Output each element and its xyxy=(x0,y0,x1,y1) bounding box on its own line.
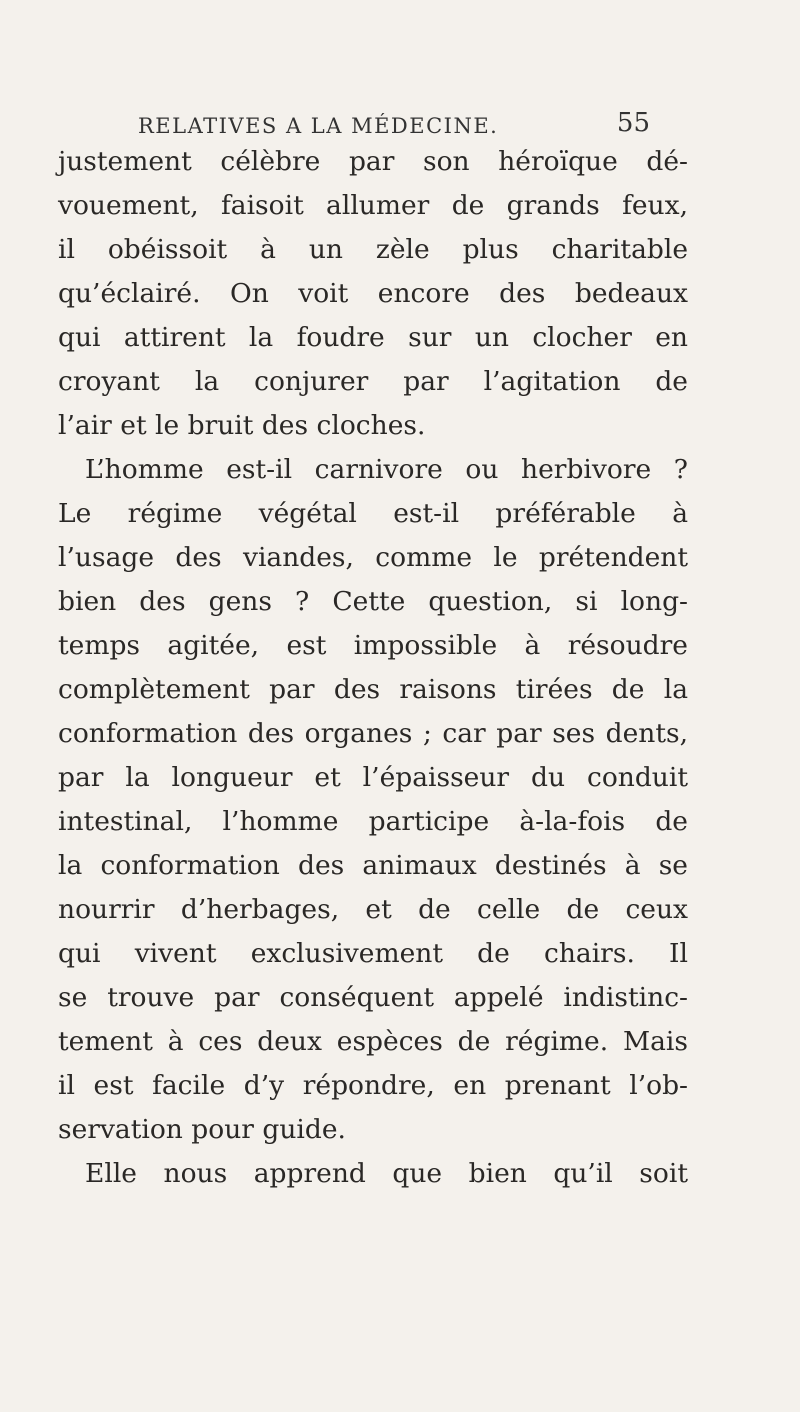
text-line: Le régime végétal est-il préférable à xyxy=(58,498,688,529)
running-head: RELATIVES A LA MÉDECINE. xyxy=(138,114,499,138)
text-line: vouement, faisoit allumer de grands feux, xyxy=(58,190,688,221)
text-line: il obéissoit à un zèle plus charitable xyxy=(58,234,688,265)
text-line: temps agitée, est impossible à résoudre xyxy=(58,630,688,661)
text-line: la conformation des animaux destinés à se xyxy=(58,850,688,881)
text-line: l’usage des viandes, comme le prétendent xyxy=(58,542,688,573)
text-line: qui attirent la foudre sur un clocher en xyxy=(58,322,688,353)
text-line: il est facile d’y répondre, en prenant l’ob- xyxy=(58,1070,688,1101)
text-line: bien des gens ? Cette question, si long- xyxy=(58,586,688,617)
text-line: se trouve par conséquent appelé indistinc- xyxy=(58,982,688,1013)
text-line: Elle nous apprend que bien qu’il soit xyxy=(85,1158,688,1189)
text-line: qu’éclairé. On voit encore des bedeaux xyxy=(58,278,688,309)
text-line: par la longueur et l’épaisseur du conduit xyxy=(58,762,688,793)
text-line: justement célèbre par son héroïque dé- xyxy=(58,146,688,177)
text-line: nourrir d’herbages, et de celle de ceux xyxy=(58,894,688,925)
text-line: complètement par des raisons tirées de la xyxy=(58,674,688,705)
text-line: servation pour guide. xyxy=(58,1114,346,1145)
page-number: 55 xyxy=(616,108,650,138)
text-line: tement à ces deux espèces de régime. Mais xyxy=(58,1026,688,1057)
text-line: l’air et le bruit des cloches. xyxy=(58,410,426,441)
text-line: conformation des organes ; car par ses dents, xyxy=(58,718,688,749)
text-line: L’homme est-il carnivore ou herbivore ? xyxy=(85,454,688,485)
text-line: qui vivent exclusivement de chairs. Il xyxy=(58,938,688,969)
text-line: intestinal, l’homme participe à-la-fois de xyxy=(58,806,688,837)
text-line: croyant la conjurer par l’agitation de xyxy=(58,366,688,397)
